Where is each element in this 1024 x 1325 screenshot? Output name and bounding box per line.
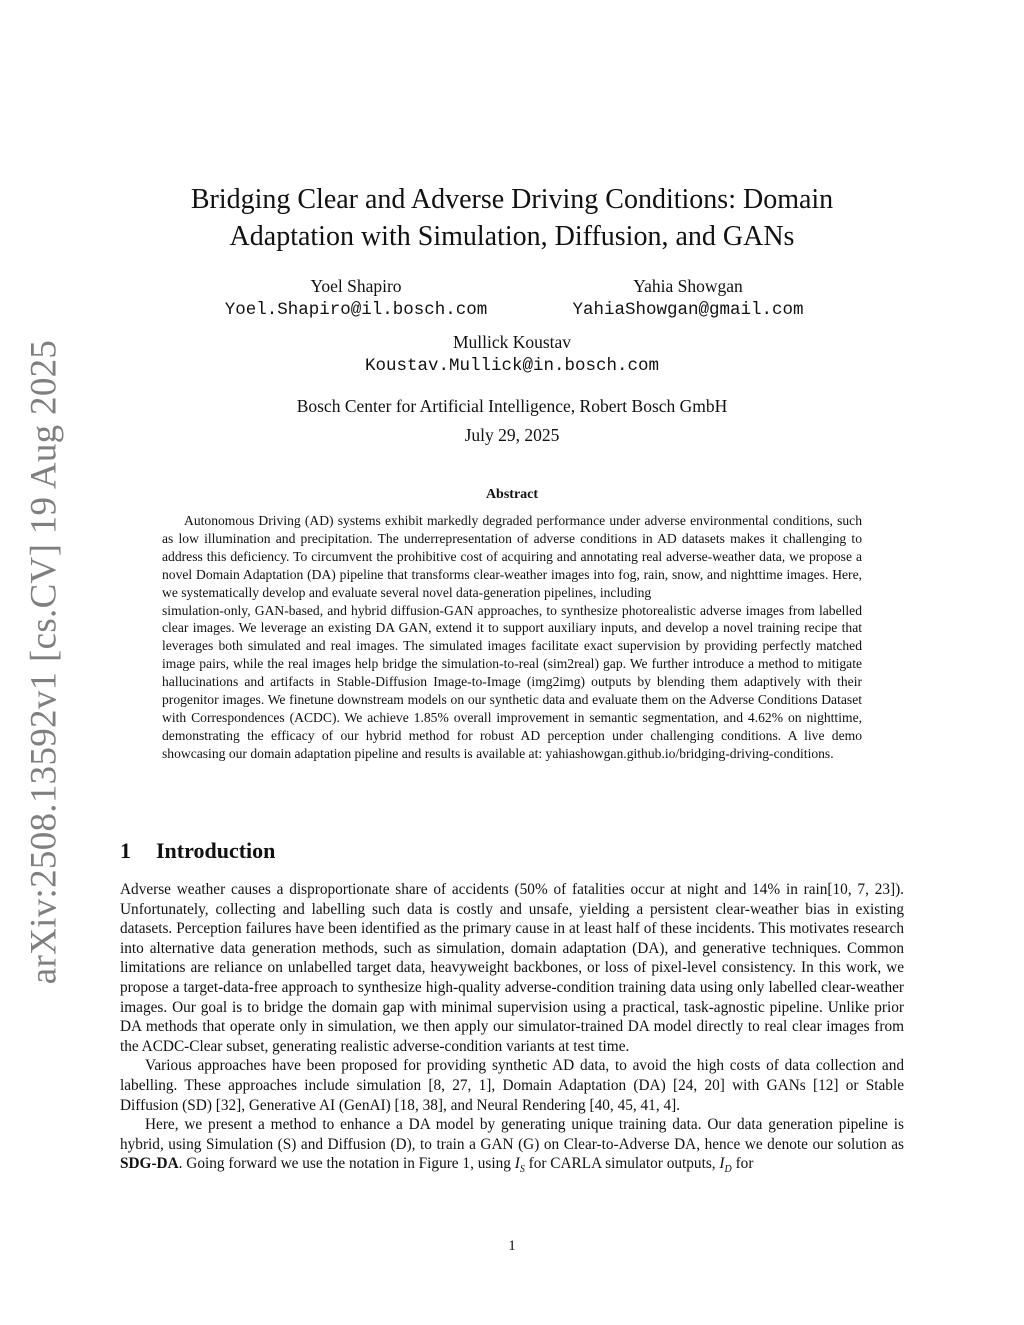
math-symbol-is: $I_S$ xyxy=(514,1155,525,1176)
author-name: Mullick Koustav xyxy=(452,332,572,352)
text-run: . Going forward we use the notation in Figure 1, using xyxy=(178,1155,515,1173)
section-number: 1 xyxy=(120,838,131,863)
affiliation: Bosch Center for Artificial Intelligence, Robert Bosch GmbH xyxy=(296,396,728,416)
author-name: Yahia Showgan xyxy=(633,276,743,296)
author-block-3 xyxy=(312,330,712,378)
text-run: for xyxy=(731,1155,754,1173)
paper-title: Bridging Clear and Adverse Driving Conditions: Domain Adaptation with Simulation, Diffusion, and GANs xyxy=(190,184,834,252)
page-number: 1 xyxy=(508,1238,516,1254)
body-paragraph xyxy=(120,1115,904,1180)
text-run: Here, we present a method to enhance a DA model by generating unique training data. Our data generation pipeline is hybrid, using Simulation (S) and Diffusion (D), to train a GAN (G) on Clear-to-Adverse DA, hence we denote our solution as xyxy=(120,1116,904,1153)
abstract-paragraph: simulation-only, GAN-based, and hybrid diffusion-GAN approaches, to synthesize photorealistic adverse images from labelled clear images. We leverage an existing DA GAN, extend it to support auxiliary inputs, and develop a novel training recipe that leverages both simulated and real images. The simulated images facilitate exact supervision by providing perfectly matched image pairs, while the real images help bridge the simulation-to-real (sim2real) gap. We further introduce a method to mitigate hallucinations and artifacts in Stable-Diffusion Image-to-Image (img2img) outputs by blending them adaptively with their progenitor images. We finetune downstream models on our synthetic data and evaluate them on the Adverse Conditions Dataset with Correspondences (ACDC). We achieve 1.85% overall improvement in semantic segmentation, and 4.62% on nighttime, demonstrating the efficacy of our hybrid method for robust AD perception under challenging conditions. A live demo showcasing our domain adaptation pipeline and results is available at: yahiashowgan.github.io/bridging-driving-conditions. xyxy=(162,602,862,761)
method-name: SDG-DA xyxy=(120,1155,179,1173)
author-block-1 xyxy=(196,274,516,322)
author-block-2 xyxy=(528,274,848,322)
body-paragraph: Adverse weather causes a disproportionate share of accidents (50% of fatalities occur at night and 14% in rain[10, 7, 23]). Unfortunately, collecting and labelling such data is costly and unsafe, yielding a persistent clear-weather bias in existing datasets. Perception failures have been identified as the primary cause in at least half of these incidents. This motivates research into alternative data generation methods, such as simulation, domain adaptation (DA), and generative techniques. Common limitations are reliance on unlabelled target data, heavyweight backbones, or loss of pixel-level consistency. In this work, we propose a target-data-free approach to synthesize high-quality adverse-condition training data using only labelled clear-weather images. Our goal is to bridge the domain gap with minimal supervision using a practical, task-agnostic pipeline. Unlike prior DA methods that operate only in simulation, we then apply our simulator-trained DA model directly to real clear images from the ACDC-Clear subset, generating realistic adverse-condition variants at test time. xyxy=(120,881,904,1055)
abstract-heading: Abstract xyxy=(485,487,539,502)
abstract-paragraph: Autonomous Driving (AD) systems exhibit markedly degraded performance under adverse environmental conditions, such as low illumination and precipitation. The underrepresentation of adverse conditions in AD datasets makes it challenging to address this deficiency. To circumvent the prohibitive cost of acquiring and annotating real adverse-weather data, we propose a novel Domain Adaptation (DA) pipeline that transforms clear-weather images into fog, rain, snow, and nighttime images. Here, we systematically develop and evaluate several novel data-generation pipelines, including xyxy=(162,513,862,600)
section-title: Introduction xyxy=(156,838,276,863)
publication-date: July 29, 2025 xyxy=(464,425,560,445)
section-heading-introduction xyxy=(120,836,275,866)
body-paragraph: Various approaches have been proposed for providing synthetic AD data, to avoid the high costs of data collection and labelling. These approaches include simulation [8, 27, 1], Domain Adaptation (DA) [24, 20] with GANs [12] or Stable Diffusion (SD) [32], Generative AI (GenAI) [18, 38], and Neural Rendering [40, 45, 41, 4]. xyxy=(120,1057,904,1114)
abstract-body xyxy=(162,512,862,763)
author-email: Yoel.Shapiro@il.bosch.com xyxy=(224,300,488,320)
author-name: Yoel Shapiro xyxy=(310,276,402,296)
text-run: for CARLA simulator outputs, xyxy=(524,1155,720,1173)
introduction-body xyxy=(120,880,904,1180)
author-email: Koustav.Mullick@in.bosch.com xyxy=(364,356,660,376)
author-email: YahiaShowgan@gmail.com xyxy=(572,300,804,320)
math-symbol-id: $I_D$ xyxy=(719,1155,732,1176)
arxiv-identifier-stamp: arXiv:2508.13592v1 [cs.CV] 19 Aug 2025 xyxy=(23,339,65,985)
